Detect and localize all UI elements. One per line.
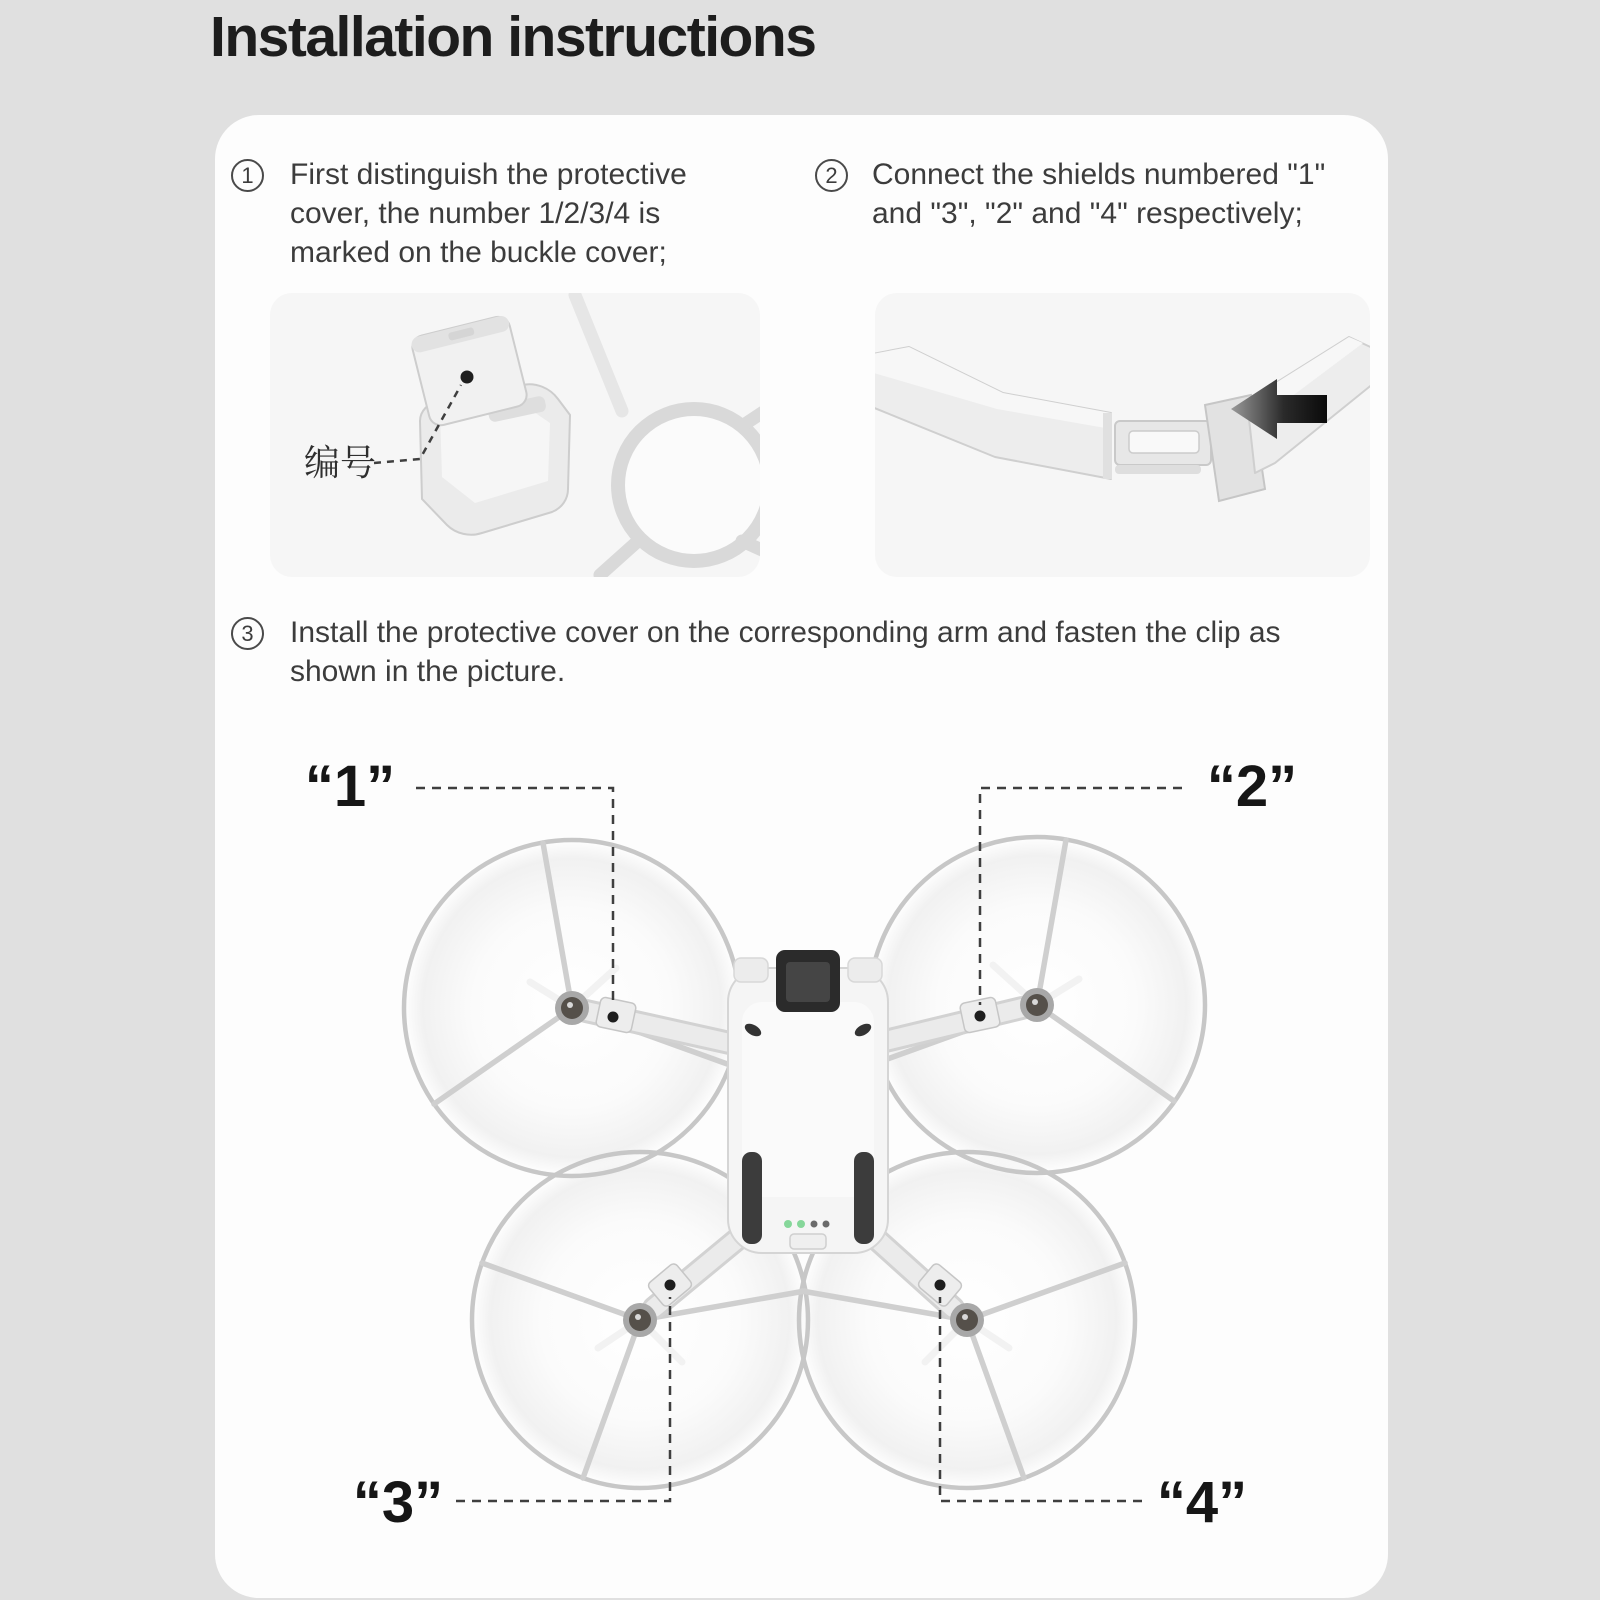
clamp-2-dot — [975, 1011, 986, 1022]
buckle-cover-illustration — [270, 293, 760, 577]
shield-label-4: “4” — [1156, 1470, 1248, 1535]
clamp-3-dot — [665, 1280, 676, 1291]
page-title: Installation instructions — [210, 5, 816, 69]
battery-led-3 — [811, 1221, 818, 1228]
callout-label: 编号 — [304, 442, 377, 483]
battery-led-4 — [823, 1221, 830, 1228]
number-mark-dot — [461, 371, 474, 384]
battery-led-2 — [797, 1220, 805, 1228]
step3-text: Install the protective cover on the corresponding arm and fasten the clip as shown in the picture. — [290, 616, 1281, 688]
clamp-1-dot — [608, 1012, 619, 1023]
vent-right — [854, 1152, 874, 1244]
left-shield-end-face — [1103, 413, 1112, 479]
battery-led-1 — [784, 1220, 792, 1228]
figure-connect-shields — [875, 293, 1370, 577]
vent-left — [742, 1152, 762, 1244]
step1-text: First distinguish the protective cover, the number 1/2/3/4 is marked on the buckle cover; — [290, 158, 687, 269]
step2-number-badge: 2 — [815, 159, 848, 192]
shoulder-left — [734, 958, 768, 982]
connect-shields-illustration — [875, 293, 1370, 577]
step3-number-badge: 3 — [231, 617, 264, 650]
drone-diagram — [230, 700, 1390, 1595]
shield-label-1: “1” — [304, 754, 396, 819]
shield-label-3: “3” — [352, 1470, 444, 1535]
connector-lip — [1115, 465, 1201, 474]
gimbal-cover-face — [786, 962, 830, 1002]
drone-body — [728, 950, 888, 1253]
step2-text: Connect the shields numbered "1" and "3", "2" and "4" respectively; — [872, 158, 1326, 230]
shoulder-right — [848, 958, 882, 982]
propeller-blade — [575, 295, 622, 411]
figure-buckle-cover — [270, 293, 760, 577]
battery-button — [790, 1234, 826, 1249]
clamp-4-dot — [935, 1280, 946, 1291]
step1-number-badge: 1 — [231, 159, 264, 192]
connector-slot — [1129, 431, 1199, 453]
content-card — [215, 115, 1388, 1598]
guard-bar-left — [600, 541, 638, 575]
shield-label-2: “2” — [1206, 754, 1298, 819]
guard-bar-upper — [742, 397, 760, 426]
